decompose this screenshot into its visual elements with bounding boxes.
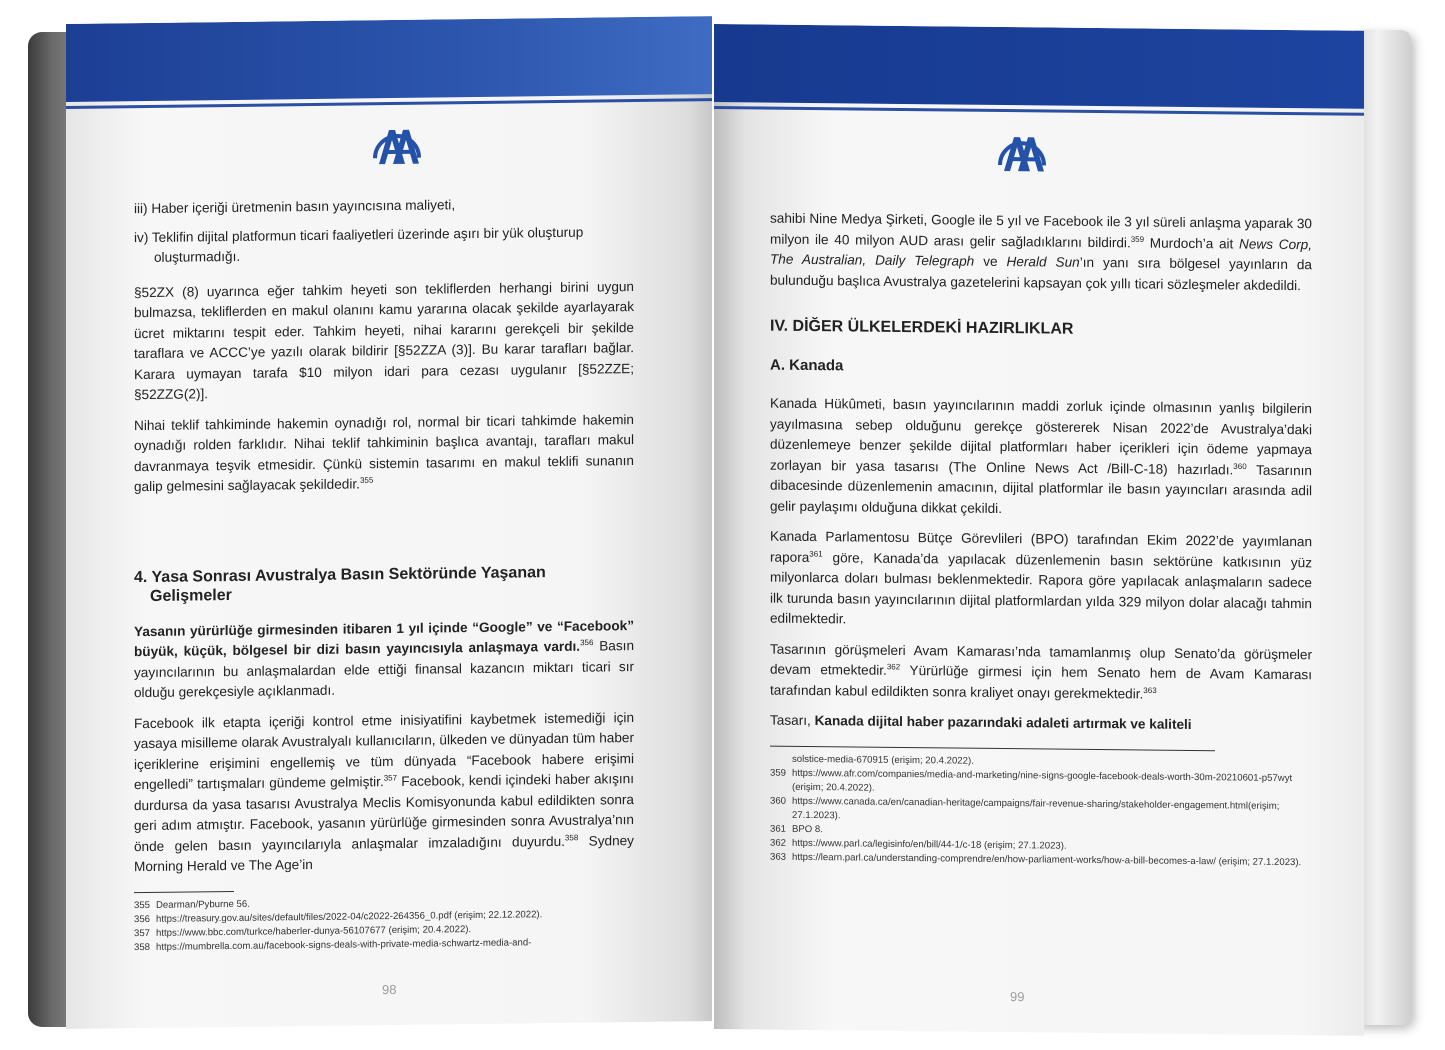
header-band (714, 24, 1364, 109)
footnote-ref-356[interactable]: 356 (580, 638, 594, 648)
paragraph-bpo (770, 527, 1312, 635)
right-page (714, 24, 1364, 1036)
paragraph-facebook-b: Facebook, kendi içindeki haber akışını durdursa da yasa tasarısı Avustralya Meclis Komisyonunda kabul edildikten sonra geri adım atmıştır. Facebook, yasanın yürürlüğe girmesinden sonra Avustralya’nın önde gelen basın yayıncılarıyla anlaşmalar imzaladığını duyurdu. (134, 771, 635, 854)
left-page (66, 16, 712, 1029)
page-number-left: 98 (382, 981, 397, 998)
paragraph-canada-govt-a: Kanada Hükûmeti, basın yayıncılarının maddi zorluk içinde olmasının yanlış bilgilerin yayılmasına sebep olduğunu gerekçe göstererek Nisan 2022’de Avustralya’daki düzenlemeye benzer şekilde dijital platformları haber içerikleri için ödeme yapmaya zorlayan bir yasa tasarısı (The Online News Act /Bill-C-18) hazırladı. (770, 395, 1312, 477)
list-item-iii: iii) Haber içeriği üretmenin basın yayıncısına maliyeti, (134, 197, 456, 217)
paragraph-nine-media-italic2: Herald Sun (1006, 254, 1080, 270)
footnote-link[interactable]: solstice-media-670915 (erişim; 20.4.2022). (792, 753, 974, 767)
section-heading-4 (134, 562, 634, 606)
footnote-number: 362 (770, 837, 787, 849)
section-heading-4-line2: Gelişmeler (150, 586, 232, 605)
footnote-link[interactable]: https://www.canada.ca/en/canadian-heritage/campaigns/fair-revenue-sharing/stakeholder-engagement.html(erişim; 27.1.2023). (792, 795, 1280, 821)
paragraph-house-a: Tasarının görüşmeleri Avam Kamarası’nda tamamlanmış olup Senato’da görüşmeler devam etmektedir. (770, 641, 1312, 678)
footnote-number: 361 (770, 823, 787, 835)
paragraph-agreements-rest: Basın yayıncılarının bu anlaşmalardan elde ettiği finansal kazancın miktarı ticari sır olduğu gerekçesiyle açıklanmadı. (134, 638, 634, 701)
paragraph-bill-bold: Kanada dijital haber pazarındaki adaleti artırmak ve kaliteli (814, 713, 1192, 733)
paragraph-agreements-bold: Yasanın yürürlüğe girmesinden itibaren 1 yıl içinde “Google” ve “Facebook” büyük, küçük, bölgesel bir dizi basın yayıncısıyla anlaşmaya vardı. (134, 617, 634, 660)
footnote-ref-358[interactable]: 358 (564, 832, 579, 842)
footnote-rule (770, 745, 1215, 751)
paragraph-facebook-a: Facebook ilk etapta içeriği kontrol etme inisiyatifini kaybetmek istemediği için yasaya misilleme olarak Avustralyalı kullanıcıların, ülkeden ve dünyadan tüm haber içeriklerine erişimini engellemiş ve tüm dünyada “Facebook habere erişimi engelledi” tartışmaları gündeme gelmiştir. (134, 709, 634, 793)
footnote-ref-363[interactable]: 363 (1143, 685, 1157, 695)
paragraph-agreements (134, 616, 634, 704)
paragraph-nine-media-italic: News Corp, The Australian, Daily Telegraph (770, 235, 1312, 269)
footnote-rule (134, 890, 234, 892)
footnote-ref-359[interactable]: 359 (1130, 234, 1145, 244)
paragraph-nine-media (770, 209, 1312, 297)
left-page-content (134, 193, 634, 955)
paragraph-nine-media-a: sahibi Nine Medya Şirketi, Google ile 5 yıl ve Facebook ile 3 yıl süreli anlaşma yaparak 30 milyon ile 40 milyon AUD arası gelir sağladıklarını bildirdi. (770, 210, 1312, 250)
footnote-link[interactable]: https://www.bbc.com/turkce/haberler-dunya-56107677 (erişim; 20.4.2022). (156, 923, 472, 939)
header-band (66, 16, 712, 102)
paragraph-final-offer-text: Nihai teklif tahkiminde hakemin oynadığı rol, normal bir ticari tahkimde hakemin oynadığı rolden farklıdır. Nihai teklif tahkiminin başlıca avantajı, tarafları makul davranmaya teşvik etmesidir. Çünkü sistemin tasarımı en makul teklifi sunanın galip gelmesini sağlayacak şekildedir. (134, 411, 634, 495)
footnote-number: 359 (770, 767, 787, 779)
footnote-number: 363 (770, 851, 787, 863)
footnote-link[interactable]: https://www.parl.ca/legisinfo/en/bill/44-1/c-18 (erişim; 27.1.2023). (792, 837, 1067, 852)
paragraph-bill (770, 711, 1312, 737)
paragraph-facebook-c: Sydney Morning Herald ve The Age’in (134, 832, 634, 875)
paragraph-bpo-b: göre, Kanada’da yapılacak düzenlemenin basın sektörüne katkısının yüz milyonlarca doları bulması beklenmektedir. Rapora göre yapılacak anlaşmaların sadece ilk turunda basın yayıncılarının dijital platformlardan yılda 329 milyon dolar alacağı tahmin edilmektedir. (770, 549, 1312, 627)
paragraph-canada-govt-b: Tasarının dibacesinde düzenlemenin amacının, dijital platformlar ile basın yayıncıları arasında adil gelir paylaşımı olduğuna dikkat çekildi. (770, 462, 1312, 516)
list-item-iv-text: iv) Teklifin dijital platformun ticari faaliyetleri üzerinde aşırı bir yük oluşturup (134, 224, 584, 245)
footnote-ref-357[interactable]: 357 (383, 773, 398, 783)
aa-logo-icon (369, 114, 425, 167)
footnote-number: 357 (134, 927, 151, 939)
paragraph-nine-media-b: Murdoch’a ait (1144, 235, 1240, 251)
paragraph-nine-media-d: ’ın yanı sıra bölgesel yayınların da bulunduğu başlıca Avustralya gazetelerini kapsayan çok yıllı ticari sözleşmeler akdedildi. (770, 254, 1312, 293)
paragraph-final-offer (134, 410, 634, 498)
footnote-link[interactable]: https://treasury.gov.au/sites/default/files/2022-04/c2022-264356_0.pdf (erişim; 22.12.2022). (156, 908, 543, 925)
footnote-number-blank (770, 752, 792, 766)
paragraph-bill-a: Tasarı, (770, 712, 815, 729)
paragraph-nine-media-c: ve (974, 253, 1007, 270)
footnote-ref-362[interactable]: 362 (886, 662, 901, 672)
footnotes-right (770, 752, 1312, 870)
footnote-link[interactable]: https://mumbrella.com.au/facebook-signs-deals-with-private-media-schwartz-media-and- (156, 936, 532, 953)
footnote-number: 355 (134, 899, 151, 911)
section-heading-4-line1: 4. Yasa Sonrası Avustralya Basın Sektöründe Yaşanan (134, 563, 546, 586)
list-item-iv (134, 222, 634, 269)
paragraph-arbitration: §52ZX (8) uyarınca eğer tahkim heyeti son tekliflerden herhangi birini uygun bulmazsa, tekliflerden en makul olanını kamu yararına olacak şekilde ayarlayarak ücret miktarını tespit eder. Tahkim heyeti, nihai kararını gerekçeli bir şekilde taraflara ve ACCC’ye yazılı olarak bildirir [§52ZZA (3)]. Bu karar tarafları bağlar. Karara uymayan tarafa $10 milyon idari para cezası uygulanır [§52ZZE; §52ZZG(2)]. (134, 278, 634, 403)
footnote-number: 358 (134, 941, 151, 953)
footnote-ref-360[interactable]: 360 (1233, 461, 1247, 471)
subsection-heading-canada: A. Kanada (770, 356, 844, 374)
footnotes-left (134, 893, 634, 955)
list-item-iv-cont: oluşturmadığı. (154, 248, 241, 265)
paragraph-house-b: Yürürlüğe girmesi için hem Senato hem de Avam Kamarası tarafından kabul edildikten sonra kraliyet onayı gerekmektedir. (770, 662, 1312, 701)
right-page-content (770, 209, 1312, 870)
paragraph-house (770, 639, 1312, 706)
footnote-text: Dearman/Pyburne 56. (156, 898, 250, 911)
page-number-right: 99 (1010, 989, 1025, 1005)
footnote-link[interactable]: https://learn.parl.ca/understanding-comprendre/en/how-parliament-works/how-a-bill-becomes-a-law/ (erişim; 27.1.2023). (792, 851, 1302, 868)
paragraph-bpo-a: Kanada Parlamentosu Bütçe Görevlileri (BPO) tarafından Ekim 2022’de yayımlanan raporа (770, 528, 1312, 565)
paragraph-facebook (134, 708, 634, 878)
aa-logo-icon (994, 121, 1050, 174)
footnote-ref-355[interactable]: 355 (359, 475, 374, 485)
footnote-number: 356 (134, 913, 151, 925)
section-heading-iv: IV. DİĞER ÜLKELERDEKİ HAZIRLIKLAR (770, 317, 1074, 338)
paragraph-canada-govt (770, 394, 1312, 523)
footnote-ref-361[interactable]: 361 (809, 548, 823, 559)
footnote-text: BPO 8. (792, 823, 823, 835)
footnote-number: 360 (770, 795, 787, 807)
footnote-link[interactable]: https://www.afr.com/companies/media-and-marketing/nine-signs-google-facebook-deals-worth-30m-20210601-p57wyt (erişim; 20.4.2022). (792, 767, 1293, 794)
